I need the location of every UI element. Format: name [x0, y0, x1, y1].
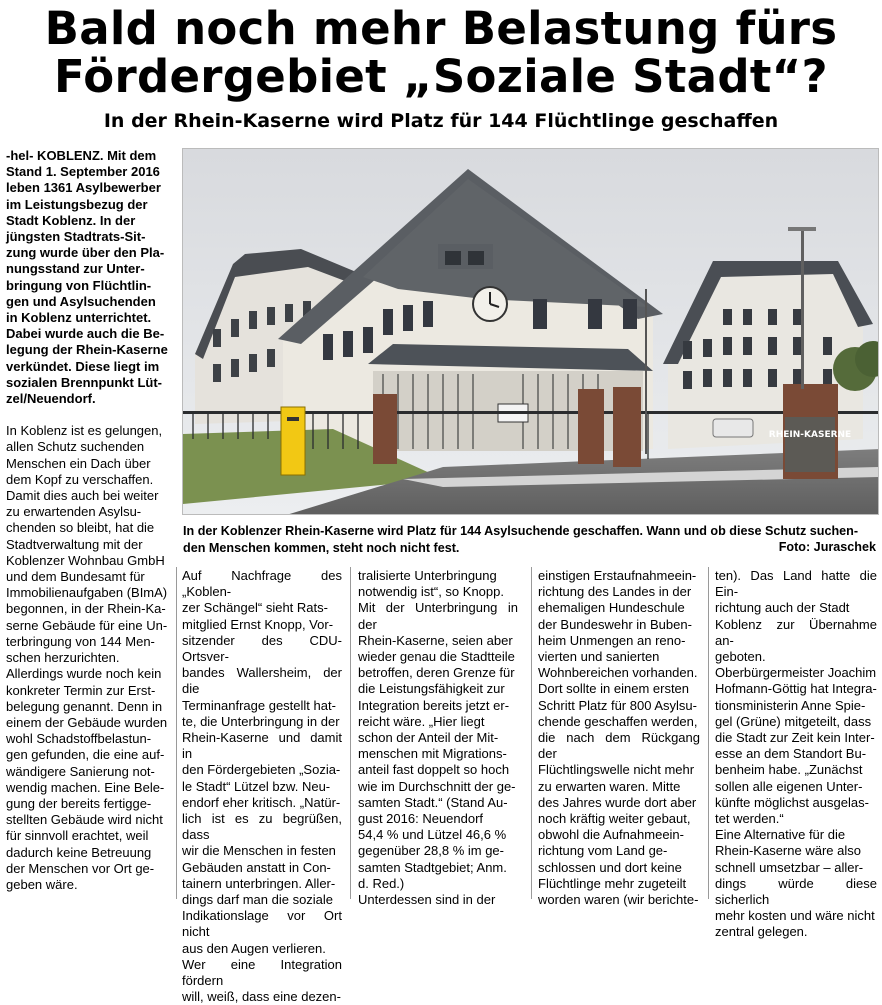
subheadline: In der Rhein-Kaserne wird Platz für 144 Flüchtlinge geschaffen	[103, 110, 779, 132]
column-divider	[708, 567, 709, 899]
column-2	[182, 568, 342, 1005]
lead-paragraph: -hel- KOBLENZ. Mit dem Stand 1. September 2016 leben 1361 Asylbewerber im Leistungsbezug der Stadt Koblenz. In der jüngsten Stadtrats-Sit- zung wurde über den Pla- nungsstand zur Unter- bringung von Flüchtlin- gen und Asylsuchenden in Koblenz unterrichtet. Dabei wurde auch die Be- legung der Rhein-Kaserne verkündet. Diese liegt im sozialen Brennpunkt Lüt- zel/Neuendorf.	[6, 148, 168, 407]
column-2-body: Auf Nachfrage des „Koblen- zer Schängel“ sieht Rats- mitglied Ernst Knopp, Vor- sitzender des CDU-Ortsver- bandes Wallersheim, der die Terminanfrage gestellt hat- te, die Unterbringung in der Rhein-Kaserne und damit in den Fördergebieten „Sozia- le Stadt“ Lützel bzw. Neu- endorf eher kritisch. „Natür- lich ist es zu begrüßen, dass wir die Menschen in festen Gebäuden anstatt in Con- tainern unterbringen. Aller- dings darf man die soziale Indikationslage vor Ort nicht aus den Augen verlieren. Wer eine Integration fördern will, weiß, dass eine dezen-	[182, 568, 342, 1005]
column-divider	[350, 567, 351, 899]
kaserne-photo	[182, 148, 879, 515]
column-divider	[531, 567, 532, 899]
column-1-body: In Koblenz ist es gelungen, allen Schutz suchenden Menschen ein Dach über dem Kopf zu verschaffen. Damit dies auch bei weiter zu erwartenden Asylsu- chenden so bleibt, hat die Stadtverwaltung mit der Koblenzer Wohnbau GmbH und dem Bundesamt für Immobilienaufgaben (BImA) begonnen, in der Rhein-Ka- serne Gebäude für eine Un- terbringung von 144 Men- schen herzurichten. Allerdings wurde noch kein konkreter Termin zur Erst- belegung genannt. Denn in einem der Gebäude wurden wohl Schadstoffbelastun- gen gefunden, die eine auf- wändigere Sanierung not- wendig machen. Eine Bele- gung der bereits fertigge- stellten Gebäude wird nicht für sinnvoll erachtet, weil dadurch keine Betreuung der Menschen vor Ort ge- geben wäre.	[6, 423, 168, 892]
photo-credit: Foto: Juraschek	[778, 540, 876, 554]
column-1	[6, 148, 170, 893]
column-5	[715, 568, 877, 941]
column-5-body: ten). Das Land hatte die Ein- richtung auch der Stadt Koblenz zur Übernahme an- geboten. Oberbürgermeister Joachim Hofmann-Göttig hat Integra- tionsministerin Anne Spie- gel (Grüne) mitgeteilt, dass die Stadt zur Zeit kein Inter- esse an dem Standort Bu- benheim habe. „Zunächst sollen alle eigenen Unter- künfte möglichst ausgelas- tet werden.“ Eine Alternative für die Rhein-Kaserne wäre also schnell umsetzbar – aller- dings würde diese sicherlich mehr kosten und wäre nicht zentral gelegen.	[715, 568, 877, 940]
column-4-body: einstigen Erstaufnahmeein- richtung des Landes in der ehemaligen Hundeschule der Bundeswehr in Buben- heim Unmengen an reno- vierten und sanierten Wohnbereichen vorhanden. Dort sollte in einem ersten Schritt Platz für 800 Asylsu- chende geschaffen werden, die nach dem Rückgang der Flüchtlingswelle nicht mehr zu erwarten waren. Mitte des Jahres wurde dort aber noch kräftig weiter gebaut, obwohl die Aufnahmeein- richtung vom Land ge- schlossen und dort keine Flüchtlinge mehr zugeteilt worden waren (wir berichte-	[538, 568, 700, 908]
photo-caption: In der Koblenzer Rhein-Kaserne wird Platz für 144 Asylsuchende geschaffen. Wann und ob diese Schutz suchen- den Menschen kommen, steht noch nicht fest.	[183, 524, 859, 555]
column-divider	[176, 567, 177, 899]
headline-line-2: Fördergebiet „Soziale Stadt“?	[54, 50, 828, 103]
column-3-body: tralisierte Unterbringung notwendig ist“, so Knopp. Mit der Unterbringung in der Rhein-Kaserne, seien aber wieder genau die Stadtteile betroffen, deren Grenze für die Leistungsfähigkeit zur Integration bereits jetzt er- reicht wäre. „Hier liegt schon der Anteil der Mit- menschen mit Migrations- anteil fast doppelt so hoch wie im Durchschnitt der ge- samten Stadt.“ (Stand Au- gust 2016: Neuendorf 54,4 % und Lützel 46,6 % gegenüber 28,8 % im ge- samten Stadtgebiet; Anm. d. Red.) Unterdessen sind in der	[358, 568, 518, 908]
column-3	[358, 568, 518, 908]
headline-line-1: Bald noch mehr Belastung fürs	[44, 2, 838, 55]
kaserne-sign-text: RHEIN-KASERNE	[768, 430, 852, 440]
column-4	[538, 568, 700, 908]
